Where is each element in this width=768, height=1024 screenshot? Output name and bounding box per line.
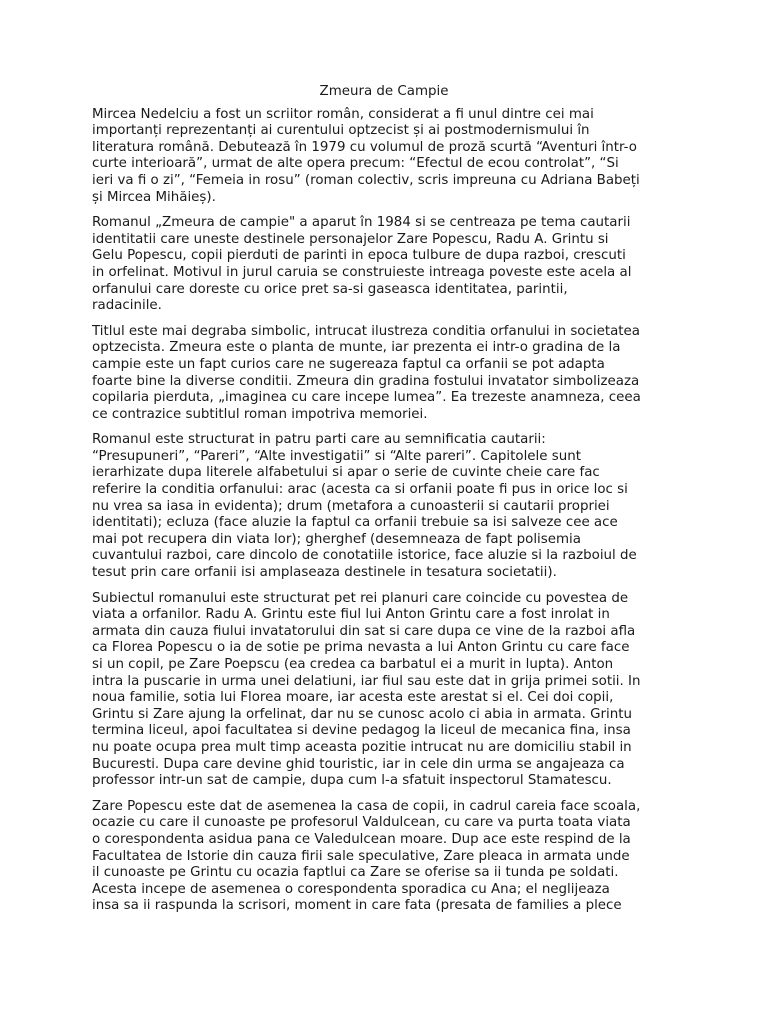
text-line: identitati); ecluza (face aluzie la faptul ca orfanii trebuie sa isi salveze cee ace	[92, 515, 618, 531]
text-line: referire la conditia orfanului: arac (acesta ca si orfanii poate fi pus in orice loc si	[92, 482, 628, 498]
text-line: si un copil, pe Zare Poepscu (ea credea ca barbatul ei a murit in lupta). Anton	[92, 657, 614, 672]
text-line: identitatii care uneste destinele personajelor Zare Popescu, Radu A. Grintu si	[92, 231, 609, 247]
text-line: Grintu si Zare ajung la orfelinat, dar nu se cunosc acolo ci abia in armata. Grintu	[92, 706, 632, 722]
text-line: nu poate ocupa prea mult timp aceasta pozitie intrucat nu are domiciliu stabil in	[92, 739, 632, 755]
text-line: tesut prin care orfanii isi amplaseaza destinele in tesatura societatii).	[92, 565, 557, 581]
text-line: viata a orfanilor. Radu A. Grintu este fiul lui Anton Grintu care a fost inrolat in	[92, 607, 610, 623]
document-page	[92, 84, 676, 924]
text-line: Subiectul romanului este structurat pet rei planuri care coincide cu povestea de	[92, 590, 629, 606]
text-line: o corespondenta asidua pana ce Valedulcean moare. Dup ace este respind de la	[92, 831, 631, 847]
text-line: Titlul este mai degraba simbolic, intrucat ilustreza conditia orfanului in societatea	[92, 323, 640, 339]
text-line: radacinile.	[92, 298, 162, 314]
text-line: cuvantului razboi, care dincolo de conotatiile istorice, face aluzie si la razboiul de	[92, 548, 637, 564]
text-line: orfanului care doreste cu orice pret sa-si gaseasca identitatea, parintii,	[92, 281, 568, 297]
text-line: insa sa ii raspunda la scrisori, moment in care fata (presata de families a plece	[92, 898, 622, 914]
text-line: in orfelinat. Motivul in jurul caruia se construieste intreaga poveste este acela al	[92, 264, 632, 280]
text-line: Gelu Popescu, copii pierduti de parinti in epoca tulbure de dupa razboi, crescuti	[92, 248, 626, 264]
text-line: intra la puscarie in urma unei delatiuni, iar fiul sau este dat in grija primei sotii. In	[92, 673, 641, 689]
text-line: Bucuresti. Dupa care devine ghid touristic, iar in cele din urma se angajeaza ca	[92, 756, 625, 772]
text-line: foarte bine la diverse conditii. Zmeura din gradina fostului invatator simbolizeaza	[92, 373, 640, 389]
text-line: termina liceul, apoi facultatea si devine pedagog la liceul de mecanica fina, insa	[92, 723, 631, 739]
text-line: importanți reprezentanți ai curentului optzecist și ai postmodernismului în	[92, 123, 590, 139]
document-body	[92, 107, 676, 915]
text-line: literatura română. Debutează în 1979 cu volumul de proză scurtă “Aventuri într-o	[92, 139, 637, 155]
text-line: ca Florea Popescu o ia de sotie pe prima nevasta a lui Anton Grintu cu care face	[92, 640, 630, 656]
text-line: copilaria pierduta, „imaginea cu care incepe lumea”. Ea trezeste anamneza, ceea	[92, 390, 641, 406]
document-title: Zmeura de Campie	[319, 84, 449, 99]
text-line: ierarhizate dupa literele alfabetului si apar o serie de cuvinte cheie care fac	[92, 465, 600, 481]
text-line: ce contrazice subtitlul roman impotriva memoriei.	[92, 406, 428, 422]
text-line: “Presupuneri”, “Pareri”, “Alte investigatii” si “Alte pareri”. Capitolele sunt	[92, 448, 581, 464]
paragraph	[92, 591, 676, 790]
text-line: optzecista. Zmeura este o planta de munte, iar prezenta ei intr-o gradina de la	[92, 340, 621, 356]
paragraph	[92, 432, 676, 581]
text-line: campie este un fapt curios care ne sugereaza faptul ca orfanii se pot adapta	[92, 356, 605, 372]
text-line: Romanul este structurat in patru parti care au semnificatia cautarii:	[92, 432, 546, 448]
text-line: nu vrea sa iasa in evidenta); drum (metafora a cunoasterii si cautarii propriei	[92, 498, 610, 514]
text-line: armata din cauza fiului invatatorului din sat si care dupa ce vine de la razboi afla	[92, 623, 636, 639]
text-line: Romanul „Zmeura de campie" a aparut în 1984 si se centreaza pe tema cautarii	[92, 215, 631, 231]
text-line: noua familie, sotia lui Florea moare, iar acesta este arestat si el. Cei doi copii,	[92, 690, 614, 706]
text-line: ieri va fi o zi”, “Femeia in rosu” (roman colectiv, scris impreuna cu Adriana Babeți	[92, 172, 640, 188]
text-line: Acesta incepe de asemenea o corespondenta sporadica cu Ana; el neglijeaza	[92, 881, 610, 897]
text-line: Mircea Nedelciu a fost un scriitor român, considerat a fi unul dintre cei mai	[92, 106, 594, 122]
paragraph	[92, 215, 676, 315]
text-line: Zare Popescu este dat de asemenea la casa de copii, in cadrul careia face scoala,	[92, 798, 641, 814]
text-line: professor intr-un sat de campie, dupa cum l-a sfatuit inspectorul Stamatescu.	[92, 773, 612, 789]
text-line: curte interioară”, urmat de alte opera precum: “Efectul de ecou controlat”, “Si	[92, 156, 619, 172]
paragraph	[92, 324, 676, 424]
text-line: ocazie cu care il cunoaste pe profesorul Valdulcean, cu care va purta toata viata	[92, 815, 631, 831]
paragraph	[92, 107, 676, 207]
text-line: mai pot recupera din viata lor); gherghef (desemneaza de fapt polisemia	[92, 531, 581, 547]
text-line: Facultatea de Istorie din cauza firii sale speculative, Zare pleaca in armata unde	[92, 848, 630, 864]
text-line: și Mircea Mihăieș).	[92, 189, 216, 205]
paragraph	[92, 799, 676, 915]
text-line: il cunoaste pe Grintu cu ocazia faptlui ca Zare se oferise sa ii tunda pe soldati.	[92, 865, 619, 881]
